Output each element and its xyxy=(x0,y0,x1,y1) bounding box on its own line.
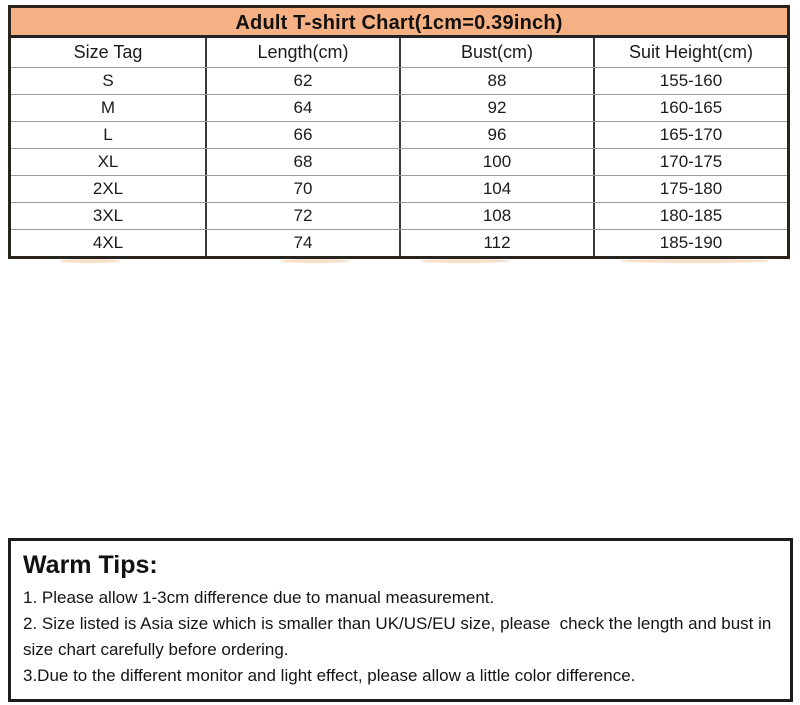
table-cell: 96 xyxy=(399,122,593,148)
table-row xyxy=(11,121,787,148)
table-cell: 68 xyxy=(205,149,399,175)
tip-line-2: 2. Size listed is Asia size which is smaller than UK/US/EU size, please check the length and bust in xyxy=(23,614,772,633)
table-cell: 112 xyxy=(399,230,593,256)
table-row xyxy=(11,202,787,229)
table-row xyxy=(11,229,787,256)
table-cell: 3XL xyxy=(92,206,124,225)
table-cell: S xyxy=(102,71,114,90)
column-header-suit-height: Suit Height(cm) xyxy=(593,38,787,67)
table-row xyxy=(11,175,787,202)
print-artifact xyxy=(420,259,510,263)
print-artifact xyxy=(620,259,770,263)
table-cell: 62 xyxy=(205,68,399,94)
tip-line-3: 3.Due to the different monitor and light effect, please allow a little color difference. xyxy=(23,666,636,685)
table-row xyxy=(11,148,787,175)
table-cell: 155-160 xyxy=(593,68,787,94)
table-row xyxy=(11,67,787,94)
table-cell: 66 xyxy=(205,122,399,148)
warm-tips-box xyxy=(8,538,793,702)
table-cell: 74 xyxy=(205,230,399,256)
column-header-size-tag: Size Tag xyxy=(73,42,143,62)
warm-tips-heading: Warm Tips: xyxy=(23,551,158,579)
chart-title: Adult T-shirt Chart(1cm=0.39inch) xyxy=(11,8,787,38)
table-row xyxy=(11,94,787,121)
table-cell: 185-190 xyxy=(593,230,787,256)
table-cell: 88 xyxy=(399,68,593,94)
table-cell: M xyxy=(100,98,116,117)
tip-line-1: 1. Please allow 1-3cm difference due to manual measurement. xyxy=(23,588,495,607)
table-header-row xyxy=(11,38,787,67)
print-artifact xyxy=(60,259,120,263)
table-cell: 92 xyxy=(399,95,593,121)
column-header-bust: Bust(cm) xyxy=(399,38,593,67)
table-cell: 160-165 xyxy=(593,95,787,121)
table-cell: 175-180 xyxy=(593,176,787,202)
table-cell: 64 xyxy=(205,95,399,121)
table-cell: 108 xyxy=(399,203,593,229)
table-cell: 72 xyxy=(205,203,399,229)
table-cell: 165-170 xyxy=(593,122,787,148)
table-cell: 170-175 xyxy=(593,149,787,175)
column-header-length: Length(cm) xyxy=(205,38,399,67)
tip-line-2-wrap: size chart carefully before ordering. xyxy=(23,640,289,659)
table-cell: 104 xyxy=(399,176,593,202)
table-cell: 2XL xyxy=(92,179,124,198)
print-artifact xyxy=(280,259,350,263)
size-chart-table xyxy=(8,5,790,259)
table-cell: 180-185 xyxy=(593,203,787,229)
table-cell: XL xyxy=(97,152,119,171)
table-cell: 70 xyxy=(205,176,399,202)
table-cell: L xyxy=(103,125,113,144)
table-cell: 100 xyxy=(399,149,593,175)
table-cell: 4XL xyxy=(92,233,124,252)
